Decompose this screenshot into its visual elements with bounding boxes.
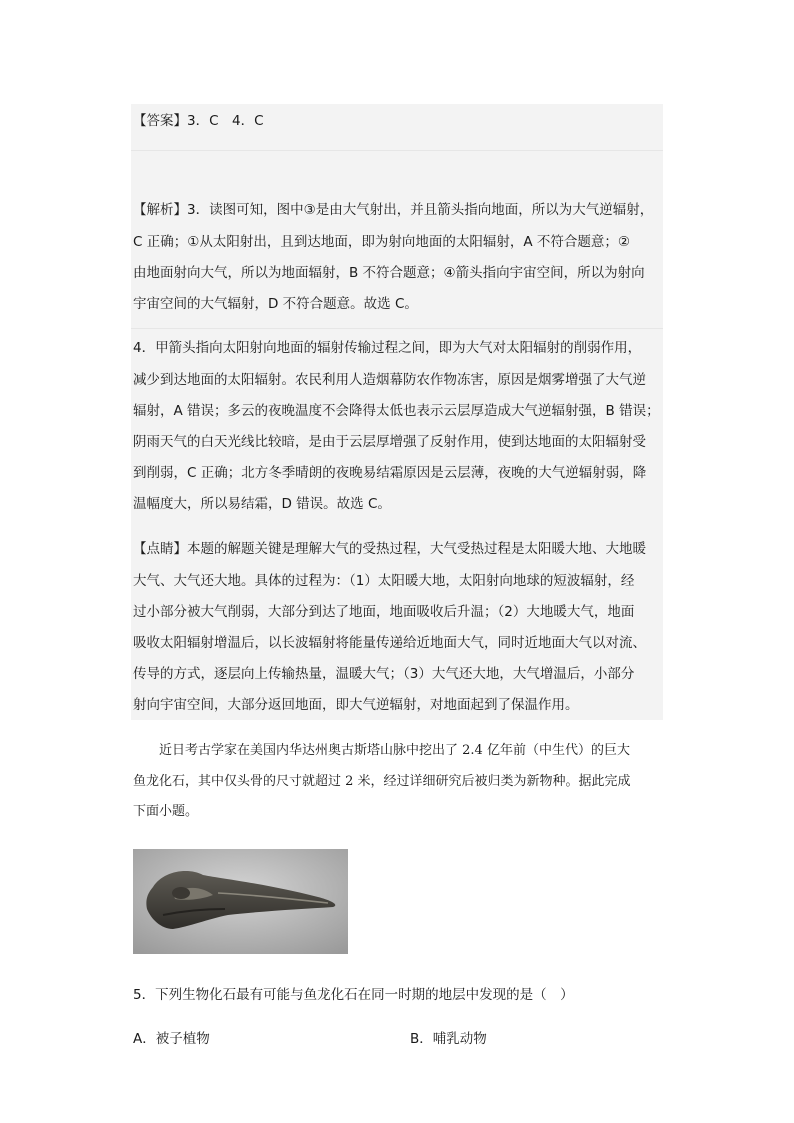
- point-line: 【点睛】本题的解题关键是理解大气的受热过程，大气受热过程是太阳暖大地、大地暖: [133, 541, 646, 557]
- passage-line: 下面小题。: [133, 804, 199, 819]
- option-a: A．被子植物: [133, 1031, 210, 1047]
- answer-line: 【答案】3．C 4．C: [133, 113, 264, 129]
- analysis-q4-line: 4．甲箭头指向太阳射向地面的辐射传输过程之间，即为大气对太阳辐射的削弱作用，: [133, 340, 642, 356]
- analysis-line: C 正确；①从太阳射出，且到达地面，即为射向地面的太阳辐射，A 不符合题意；②: [133, 234, 630, 250]
- point-line: 过小部分被大气削弱，大部分到达了地面，地面吸收后升温；（2）大地暖大气，地面: [133, 604, 635, 620]
- passage-line: 鱼龙化石，其中仅头骨的尺寸就超过 2 米，经过详细研究后被归类为新物种。据此完成: [133, 774, 631, 789]
- analysis-q4-line: 到削弱，C 正确；北方冬季晴朗的夜晚易结霜原因是云层薄，夜晚的大气逆辐射弱，降: [133, 465, 647, 481]
- analysis-line: 【解析】3．读图可知，图中③是由大气射出，并且箭头指向地面，所以为大气逆辐射，: [133, 202, 654, 218]
- point-line: 吸收太阳辐射增温后，以长波辐射将能量传递给近地面大气，同时近地面大气以对流、: [133, 635, 646, 651]
- question-5-stem: 5．下列生物化石最有可能与鱼龙化石在同一时期的地层中发现的是（ ）: [133, 987, 574, 1003]
- divider: [131, 328, 663, 329]
- point-line: 射向宇宙空间，大部分返回地面，即大气逆辐射，对地面起到了保温作用。: [133, 697, 579, 713]
- analysis-q4-line: 辐射，A 错误；多云的夜晚温度不会降得太低也表示云层厚造成大气逆辐射强，B 错误；: [133, 403, 660, 419]
- analysis-q4-line: 温幅度大，所以易结霜，D 错误。故选 C。: [133, 496, 391, 512]
- analysis-line: 由地面射向大气，所以为地面辐射，B 不符合题意；④箭头指向宇宙空间，所以为射向: [133, 265, 645, 281]
- point-line: 大气、大气还大地。具体的过程为：（1）太阳暖大地，太阳射向地球的短波辐射，经: [133, 573, 635, 589]
- passage-line: 近日考古学家在美国内华达州奥古斯塔山脉中挖出了 2.4 亿年前（中生代）的巨大: [133, 743, 630, 758]
- ichthyosaur-fossil-image: [133, 849, 348, 954]
- option-b: B．哺乳动物: [410, 1031, 487, 1047]
- analysis-q4-line: 阴雨天气的白天光线比较暗，是由于云层厚增强了反射作用，使到达地面的太阳辐射受: [133, 434, 646, 450]
- analysis-line: 宇宙空间的大气辐射，D 不符合题意。故选 C。: [133, 296, 418, 312]
- point-line: 传导的方式，逐层向上传输热量，温暖大气；（3）大气还大地，大气增温后，小部分: [133, 666, 635, 682]
- divider: [131, 150, 663, 151]
- analysis-q4-line: 减少到达地面的太阳辐射。农民利用人造烟幕防农作物冻害，原因是烟雾增强了大气逆: [133, 372, 646, 388]
